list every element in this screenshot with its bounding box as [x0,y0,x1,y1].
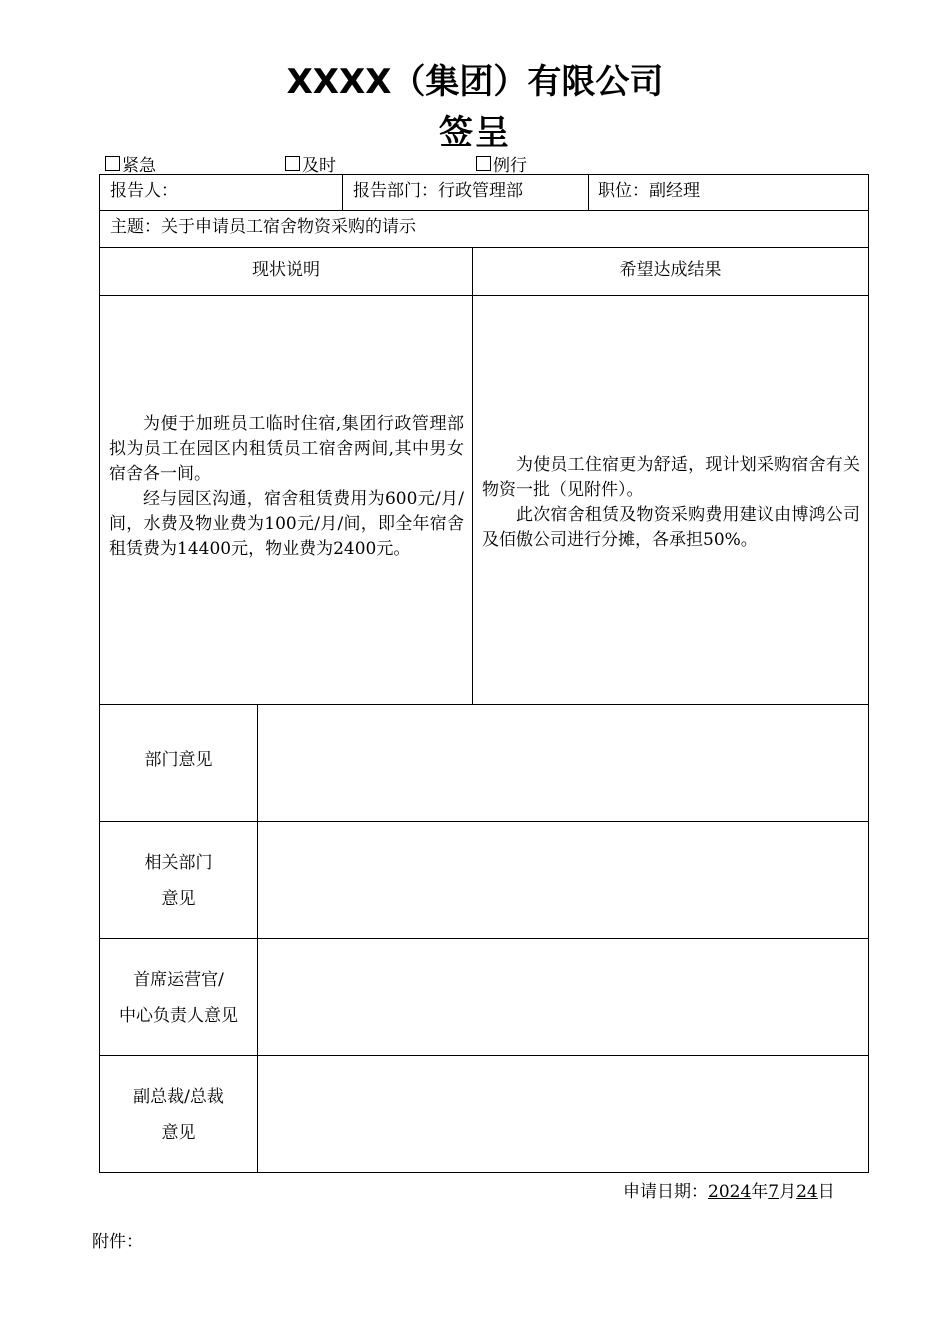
vp-line1: 副总裁/总裁 [133,1087,224,1107]
date-month: 7 [768,1182,780,1202]
document-title: 签呈 [439,113,511,153]
date-year: 2024 [708,1182,752,1202]
col-divider [472,247,473,704]
expected-column-header: 希望达成结果 [619,260,722,280]
row-divider [100,247,868,248]
priority-timely[interactable] [285,151,336,176]
date-year-unit: 年 [751,1182,769,1202]
checkbox-icon[interactable] [476,156,491,171]
related-dept-opinion-label [100,845,257,917]
coo-line2: 中心负责人意见 [119,1006,238,1026]
vp-opinion-label [100,1079,257,1151]
col-divider [588,175,589,210]
row-divider [100,210,868,211]
department-label: 报告部门：行政管理部 [353,181,523,201]
reporter-label: 报告人： [110,181,178,201]
checkbox-icon[interactable] [105,156,120,171]
related-dept-line2: 意见 [161,889,196,909]
expected-paragraph: 为使员工住宿更为舒适，现计划采购宿舍有关物资一批（见附件）。 [482,455,860,500]
date-month-unit: 月 [779,1182,797,1202]
priority-urgent-label: 紧急 [122,156,156,176]
status-paragraph: 经与园区沟通，宿舍租赁费用为600元/月/间，水费及物业费为100元/月/间，即全年宿舍租赁费为14400元，物业费为2400元。 [109,489,464,559]
priority-timely-label: 及时 [302,156,336,176]
coo-line1: 首席运营官/ [133,970,224,990]
col-divider [342,175,343,210]
expected-description [482,453,860,553]
related-dept-opinion-field[interactable] [258,822,868,938]
date-day: 24 [796,1182,818,1202]
dept-opinion-label: 部门意见 [144,750,213,770]
vp-opinion-field[interactable] [258,1056,868,1172]
status-column-header: 现状说明 [252,260,320,280]
vp-line2: 意见 [161,1123,196,1143]
coo-opinion-field[interactable] [258,939,868,1055]
form-table [99,174,869,1173]
priority-routine-label: 例行 [493,156,527,176]
priority-urgent[interactable] [105,151,156,176]
date-day-unit: 日 [817,1182,835,1202]
row-divider [100,295,868,296]
related-dept-line1: 相关部门 [144,853,213,873]
coo-opinion-label [100,962,257,1034]
checkbox-icon[interactable] [285,156,300,171]
status-paragraph: 为便于加班员工临时住宿,集团行政管理部拟为员工在园区内租赁员工宿舍两间,其中男女宿舍各一间。 [109,414,464,484]
priority-routine[interactable] [476,151,527,176]
attachment-label: 附件： [92,1232,143,1252]
date-label: 申请日期： [623,1182,708,1202]
subject-line: 主题：关于申请员工宿舍物资采购的请示 [110,217,416,237]
priority-options [0,151,950,176]
company-title: XXXX（集团）有限公司 [286,62,664,102]
application-date [623,1177,835,1202]
status-description [109,412,464,562]
expected-paragraph: 此次宿舍租赁及物资采购费用建议由博鸿公司及佰傲公司进行分摊，各承担50%。 [482,505,860,550]
position-label: 职位：副经理 [598,181,700,201]
dept-opinion-field[interactable] [258,705,868,821]
